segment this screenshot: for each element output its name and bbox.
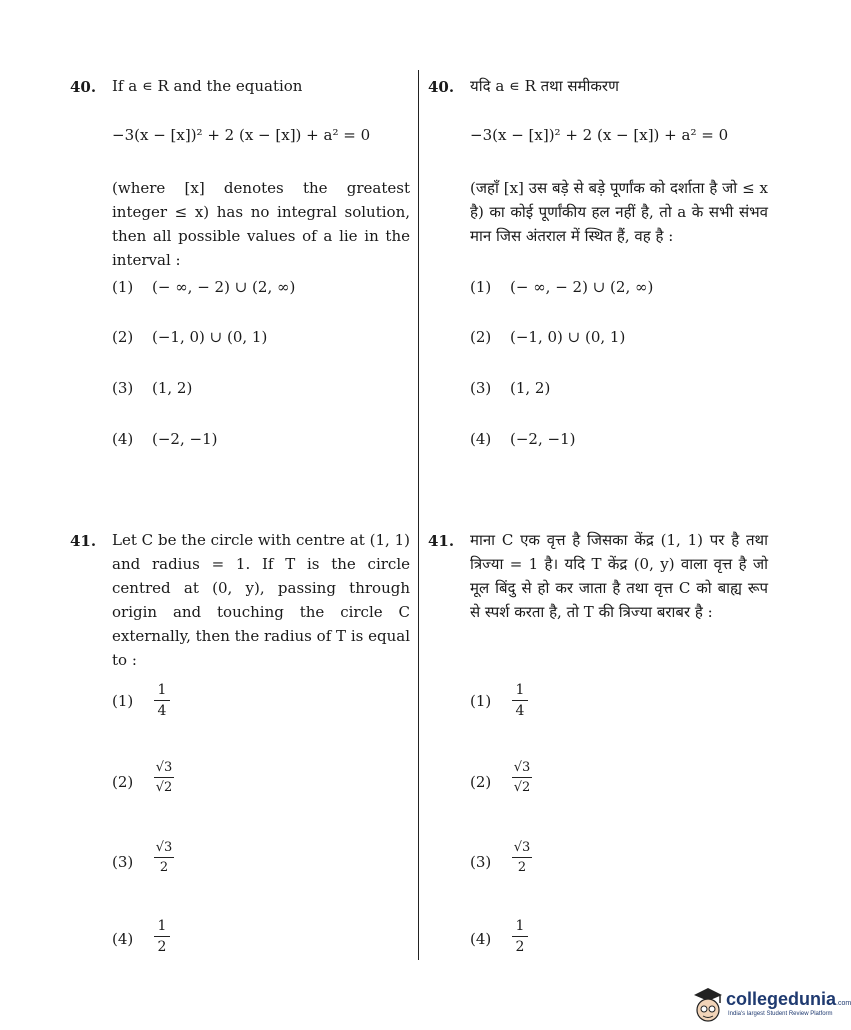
question-body: माना C एक वृत्त है जिसका केंद्र (1, 1) पर है तथा त्रिज्या = 1 है। यदि T केंद्र (0, y) वाला वृत्त है जो मूल बिंदु से हो कर जाता है तथा वृत्त C को बाह्य रूप से स्पर्श करता है, तो T की त्रिज्या बराबर है : (470, 531, 768, 621)
option-2-fraction: √3 √2 (155, 760, 173, 795)
question-body: (जहाँ [x] उस बड़े से बड़े पूर्णांक को दर्शाता है जो ≤ x है) का कोई पूर्णांकीय हल नहीं है, तो a के सभी संभव मान जिस अंतराल में स्थित हैं, वह है : (470, 179, 768, 245)
option-2-label: (2) (112, 773, 134, 791)
student-mascot-icon (690, 985, 724, 1025)
option-1: (1) (− ∞, − 2) ∪ (2, ∞) (112, 278, 296, 296)
option-1-fraction: 1 4 (512, 682, 528, 719)
option-2-label: (2) (470, 773, 492, 791)
question-number: 41. (70, 532, 97, 550)
question-body: (where [x] denotes the greatest integer ≤ x) has no integral solution, then all possible values of a lie in the interval : (112, 179, 410, 269)
option-3-label: (3) (112, 853, 134, 871)
option-1-label: (1) (470, 692, 492, 710)
collegedunia-logo (690, 985, 851, 1030)
option-2: (2) (−1, 0) ∪ (0, 1) (112, 328, 268, 346)
option-3-fraction: √3 2 (155, 840, 173, 875)
option-4-label: (4) (112, 930, 134, 948)
equation: −3(x − [x])² + 2 (x − [x]) + a² = 0 (470, 126, 729, 144)
question-number: 41. (428, 532, 455, 550)
question-body: Let C be the circle with centre at (1, 1) and radius = 1. If T is the circle centred at (0, y), passing through origin and touching the circle C externally, then the radius of T is equal to : (112, 531, 410, 669)
option-1: (1) (− ∞, − 2) ∪ (2, ∞) (470, 278, 654, 296)
question-number: 40. (428, 78, 455, 96)
column-divider (418, 70, 419, 960)
question-intro: If a ∊ R and the equation (112, 77, 303, 95)
option-2-fraction: √3 √2 (513, 760, 531, 795)
option-4-label: (4) (470, 930, 492, 948)
option-3-label: (3) (470, 853, 492, 871)
option-2: (2) (−1, 0) ∪ (0, 1) (470, 328, 626, 346)
option-3: (3) (1, 2) (112, 379, 193, 397)
option-4-fraction: 1 2 (512, 918, 528, 955)
equation: −3(x − [x])² + 2 (x − [x]) + a² = 0 (112, 126, 371, 144)
option-4-fraction: 1 2 (154, 918, 170, 955)
option-3: (3) (1, 2) (470, 379, 551, 397)
option-4: (4) (−2, −1) (470, 430, 576, 448)
logo-name: collegedunia.com (726, 989, 851, 1009)
option-3-fraction: √3 2 (513, 840, 531, 875)
option-1-label: (1) (112, 692, 134, 710)
option-1-fraction: 1 4 (154, 682, 170, 719)
option-4: (4) (−2, −1) (112, 430, 218, 448)
question-intro: यदि a ∊ R तथा समीकरण (470, 77, 619, 95)
logo-tagline: India's largest Student Review Platform (728, 1011, 833, 1017)
question-number: 40. (70, 78, 97, 96)
